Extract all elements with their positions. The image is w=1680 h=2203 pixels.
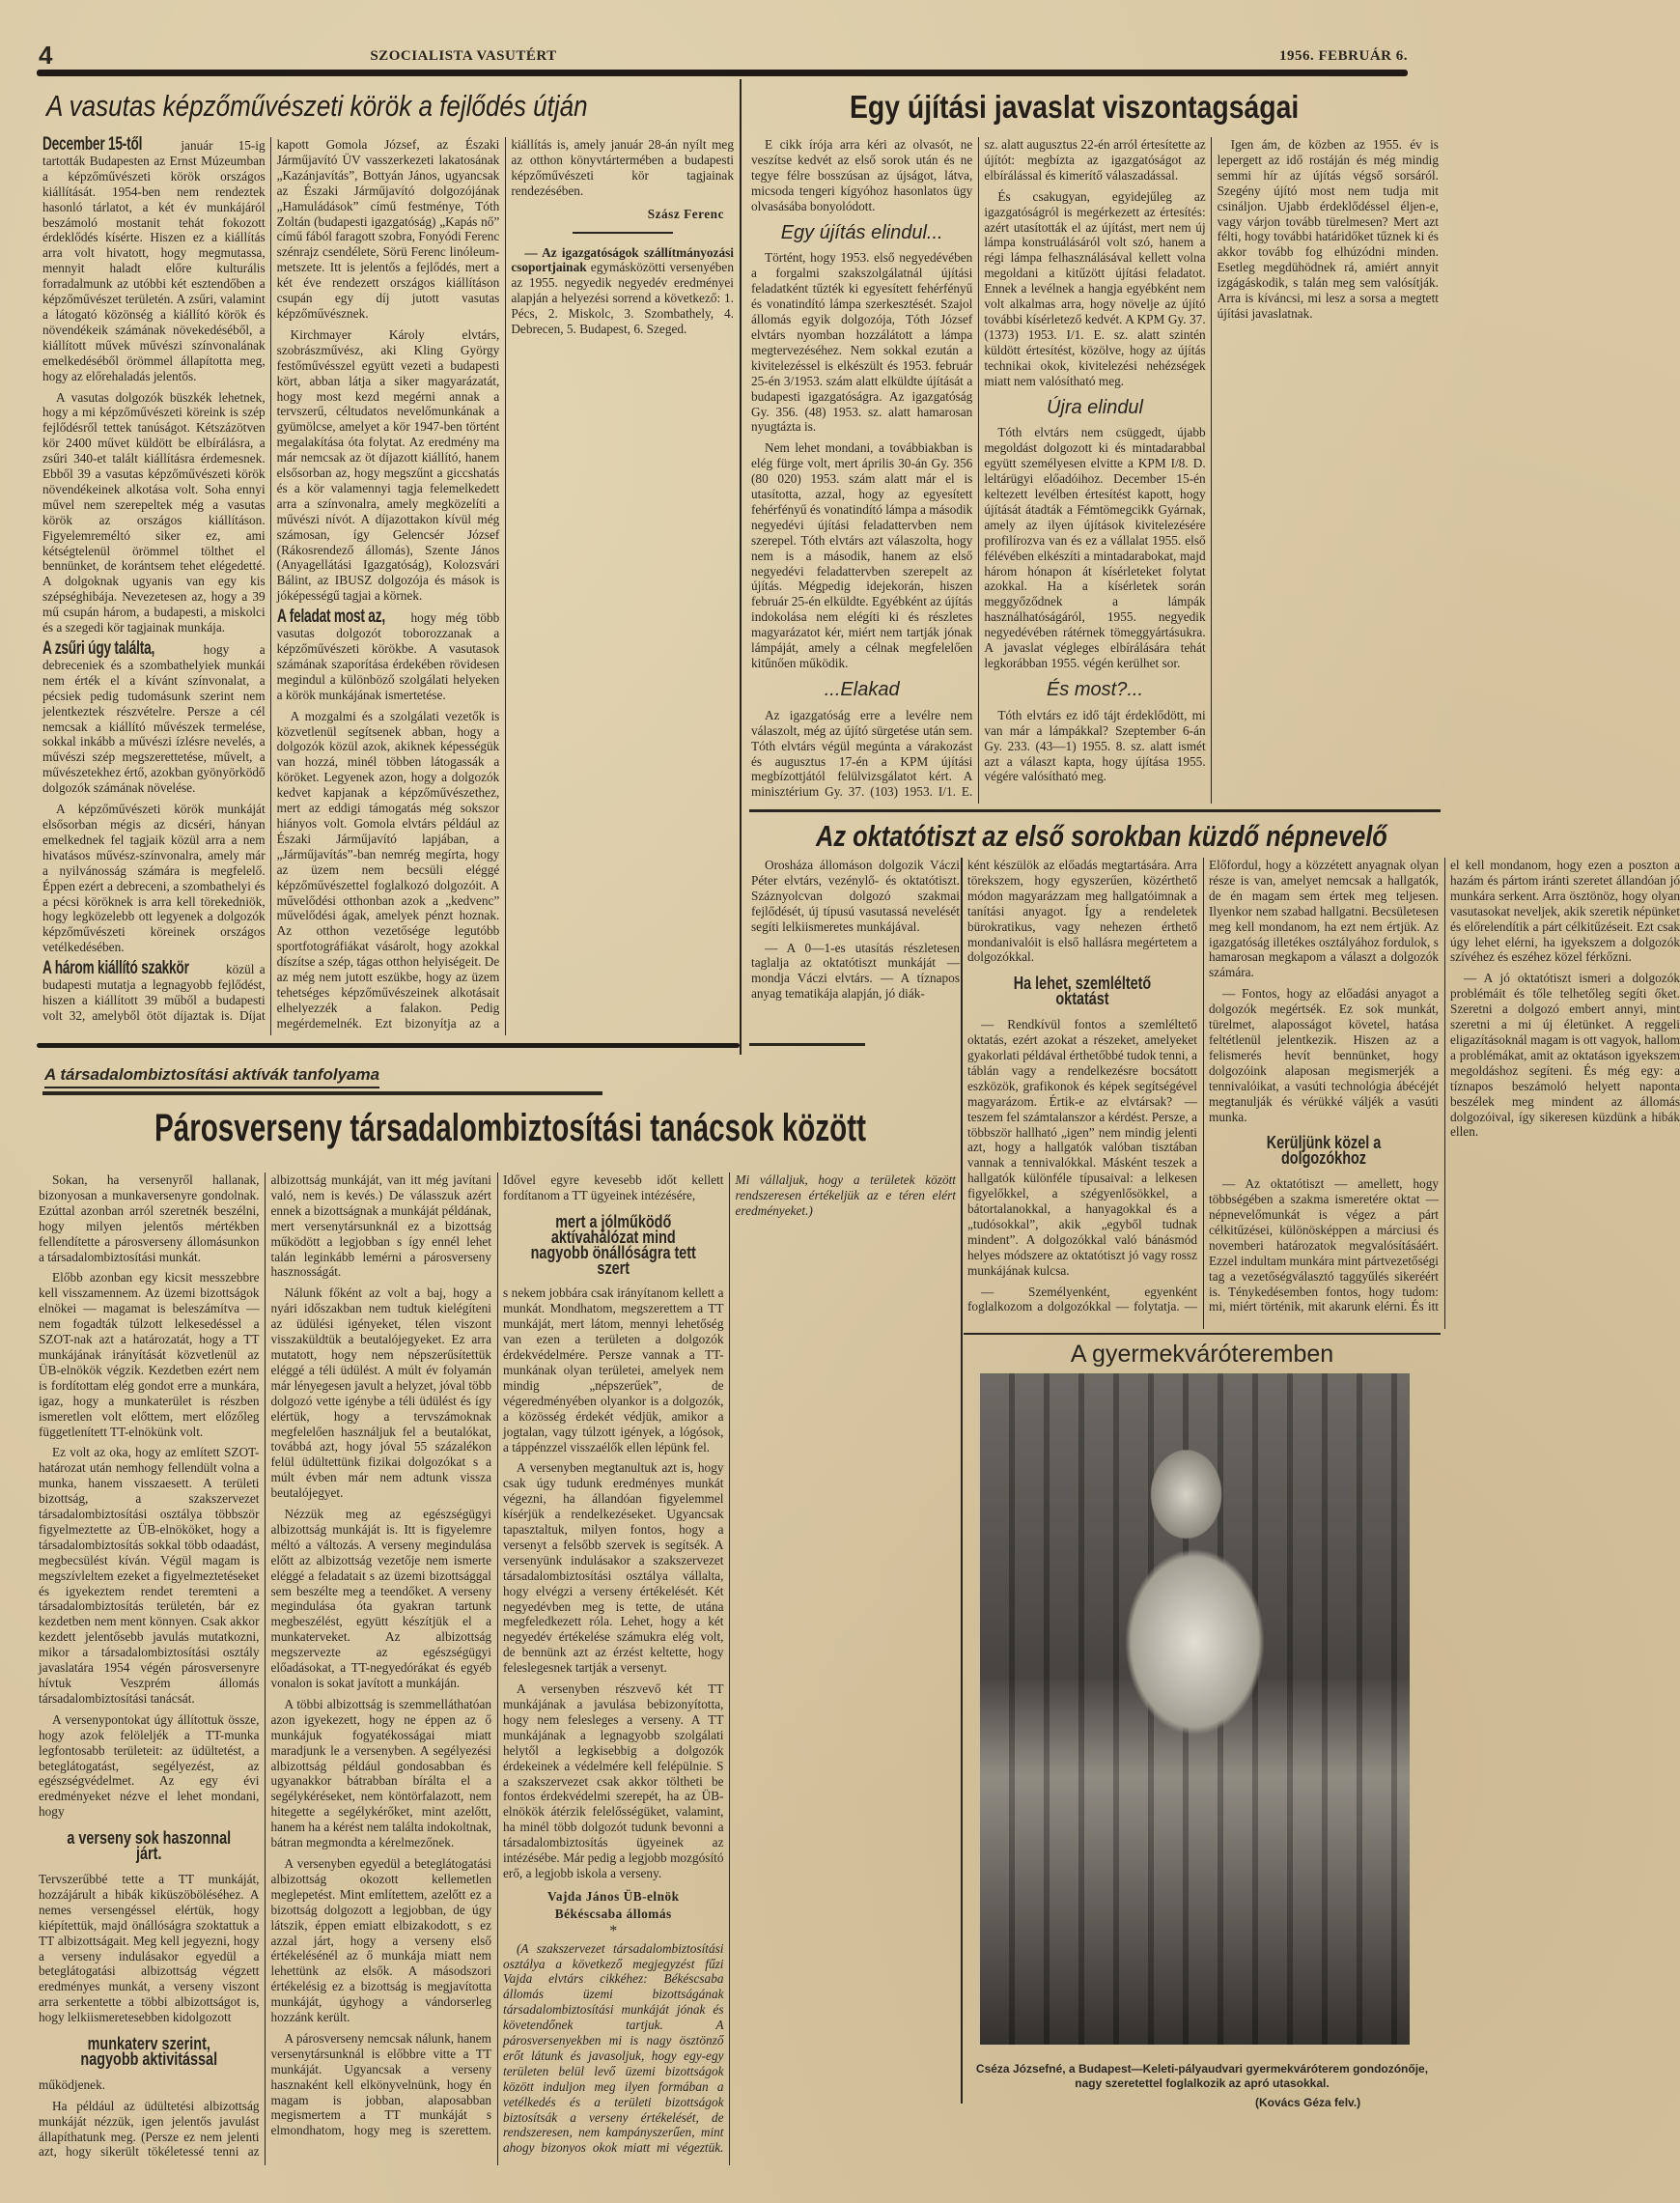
paragraph-text: hogy a debreceniek és a szombathelyiek munkái nem érték el a kívánt színvonalat, a pécsiek pedig tudomásunk szerint nem jelentkeztek részvételre. Persze a cél nemcsak a kiállító művészek termelése, sokkal inkább a művészi ízlésre nevelés, a művészi szép megszerettetése, művelt, a művészetekhez értő, azokban gyönyörködő dolgozók számának növelése. <box>42 642 266 796</box>
section-rule <box>42 1091 602 1095</box>
paragraph: Tóth elvtárs nem csüggedt, újabb megoldást dolgozott ki és mintadarabbal együtt személyesen elvitte a KPM I/8. D. leltárügyi előadóihoz. December 15-én keltezett levélben értesítést kapott, hogy újítását átadták a Fémtömegcikk Gyárnak, amely az ilyen újítások kivitelezésére profilírozva van és ez a vállalat 1955. első félévében elkészíti a mintadarabokat, majd három hónapon át kísérleteket folytat azokkal. Ha a kísérletek során meggyőződnek a lámpák használhatóságáról, 1955. negyedik negyedévében rátérnek tömeggyártásukra. A javaslat végleges elbírálására tehát legkorábban 1955. végén kerülhet sor. <box>984 425 1206 670</box>
photo-credit: (Kovács Géza felv.) <box>1255 2096 1361 2109</box>
article-body-pair-competition <box>39 1172 956 2165</box>
subheading: Újra elindul <box>1046 396 1144 418</box>
issue-date: 1956. FEBRUÁR 6. <box>1278 48 1408 64</box>
paragraph: Orosháza állomáson dolgozik Váczi Péter elvtárs, vezénylő- és oktatótiszt. Száznyolcvan dolgozó szakmai fejlődését, új típusú vasutassá nevelését segíti lelkiismeretes munkájával. <box>751 858 960 934</box>
paragraph: A versenypontokat úgy állítottuk össze, hogy azok felöleljék a TT-munka legfontosabb területeit: az üdültetést, a beteglátogatást, segélyezést, az egészségvédelmet. Az egy évi eredményeket nézve el lehet mondani, hogy <box>39 1711 260 1820</box>
news-brief <box>511 245 734 337</box>
paragraph: A versenyben megtanultuk azt is, hogy csak úgy tudunk eredményes munkát végezni, ha állandóan figyelemmel kísérjük a rendelkezéseket. Ugyancsak tapasztaltuk, milyen fontos, hogy a versenyt a felsőbb szervek is segítsék. A versenyünk indulásakor a szakszervezet társadalombiztosítási osztálya vállalta, hogy elvégzi a verseny értékelését. Két negyedévben meg is tette, de utána megfeledkezett róla. Lehet, hogy a két negyedév értékelése számukra elég volt, de bennünk azt az érzést keltette, hogy feleslegesnek tartják a versenyt. <box>503 1460 724 1676</box>
lead-paragraph <box>42 134 266 384</box>
subheading: a verseny sok haszonnal járt. <box>67 1828 232 1864</box>
paragraph: működjenek. <box>39 2076 106 2092</box>
byline: Vajda János ÜB-elnök <box>546 1888 680 1904</box>
photo-nursery-waiting-room <box>980 1373 1410 2045</box>
byline: Szász Ferenc <box>647 206 724 221</box>
paragraph: Ez volt az oka, hogy az említett SZOT-határozat után nemhogy fellendült volna a munka, hanem visszaesett. A területi bizottság, a szakszervezet társadalombiztosítási osztálya többször figyelmeztette az ÜB-elnököket, hogy a társadalombiztosítás sokkal több odaadást, megbecsülést kíván. Végül magam is megszívleltem ezeket a figyelmeztetéseket és igyekeztem rendet teremteni a társadalombiztosítás területén, bár ez kezdetben nem ment könnyen. Csak akkor kezdett jelentősebb javulás mutatkozni, mikor a társadalombiztosítási osztály javaslatára 1954 végén párosversenyre hívtuk Veszprém állomás társadalombiztosítási tanácsát. <box>39 1445 260 1706</box>
article-headline-pair-competition: Párosverseny társadalombiztosítási tanácsok között <box>154 1107 866 1149</box>
section-rule <box>749 1043 865 1046</box>
byline-location: Békéscsaba állomás <box>554 1906 672 1921</box>
paragraph: s nekem jobbára csak irányítanom kellett a munkát. Mondhatom, megszerettem a TT munkáját, mert látom, mennyi lehetőség van ezen a területen a dolgozók érdekvédelmére. Persze vannak a TT-munkának olyan területei, amelyek nem mindig „népszerűek”, de végeredményében olyankor is a dolgozók, a közösség érdekét védjük, amikor a jogtalan, vagy túlzott igények, a lógósok, a táppénzzel visszaélők ellen lépünk fel. <box>503 1285 724 1455</box>
paragraph: A párosverseny nemcsak nálunk, hanem versenytársunknál is előbbre vitte a TT munkáját. Ugyancsak a verseny hasznaként kell elkönyvelnünk, hogy én magam is jobban, alaposabban megismertem a TT munkáját s elmondhatom, hogy meg is szerettem. Idővel egyre kevesebb időt kellett fordítanom a TT ügyeinek intézésére, <box>270 1172 724 2138</box>
separator <box>573 232 673 234</box>
article-headline-instructor: Az oktatótiszt az első sorokban küzdő népnevelő <box>816 819 1387 853</box>
lead-paragraph <box>42 638 266 796</box>
section-rule <box>37 1043 740 1048</box>
run-in-heading: A zsűri úgy találta, <box>42 638 155 659</box>
brief-text: egymásközötti versenyében az 1955. negyedik negyedév eredményei alapján a helyezési sorrend a következő: 1. Pécs, 2. Miskolc, 3. Szombathely, 4. Debrecen, 5. Budapest, 6. Szeged. <box>511 260 734 337</box>
subheading: Egy újítás elindul... <box>780 221 943 243</box>
paragraph: A képzőművészeti körök munkáját elsősorban mégis az dicséri, hányan emelkednek fel tagjaik közül arra a nem hivatásos művész-színvonalra, amely már a nyilvánosság számára is megfelelő. Éppen ezért a debreceni, a szombathelyi és a pécsi köröknek is arra kell törekedniök, hogy legközelebb ott legyenek a dolgozók képzőművészeti köreinek országos vetélkedésében. <box>42 802 266 955</box>
article-body-instructor-col1 <box>751 858 960 1031</box>
newspaper-title: SZOCIALISTA VASUTÉRT <box>370 48 557 64</box>
paragraph: — A jó oktatótiszt ismeri a dolgozók problémáit és tőle telhetőleg segíti őket. Szeretni a dolgozó embert annyi, mint szeretni a mi új életünket. A reggeli eligazításoknál magam is ott vagyok, hallom a problémákat, amit az oktatáson igyekszem megoldáshoz segíteni. És még egy: a tíznapos beszámoló helyett naponta beszélek meg mindent az állomás dolgozóival, így sikeresen küzdünk a hibák ellen. <box>1450 971 1680 1140</box>
paragraph: Ha például az üdültetési albizottság munkáját nézzük, igen jelentős javulást állapíthatunk meg. (Persze ez nem jelenti azt, hogy sikerült tökéletessé tenni az albizottság munkáját, van itt még javítani való, nem is kevés.) De válasszuk azért ennek a bizottságnak a munkáját példának, mert versenytársunknál ez a bizottság működött a legjobban s így ennél lehet talán leginkább lemérni a párosverseny hasznosságát. <box>39 1172 491 2160</box>
paragraph-text: közül a budapesti mutatja a legnagyobb fejlődést, hiszen a kiállított 39 műből a budapesti volt 32, amelyből ötöt díjaztak is. Díjat kapott Gomola József, az Északi Járműjavító ÜV vasszerkezeti lakatosának „Kazánjavítás”, Bottyán János, ugyancsak az Északi Járműjavító dolgozójának „Hamuládások” című festménye, Tóth Zoltán (budapesti igazgatóság) „Kapás nő” című fából faragott szobra, Fonyódi Ferenc szénrajz csendélete, Sörü Ferenc linóleum-metszete. Itt is jelentős a fejlődés, mert a két éve rendezett országos kiállításon csupán egy díj jutott vasutas képzőművésznek. <box>42 137 500 1023</box>
subheading: mert a jólműködő aktívahálózat mind nagyobb önállóságra tett szert <box>530 1211 696 1278</box>
paragraph: Nézzük meg az egészségügyi albizottság munkáját is. Itt is figyelemre méltó a változás. A verseny megindulása előtt az albizottság vezetője nem ismerte eléggé a feladatait s az üzemi bizottsággal sem beszélte meg a teendőket. A verseny megindulása óta gyakran tartunk megbeszélést, együtt készítjük el a munkaterveket. Az albizottság megszervezte az egészségügyi előadásokat, a TT-negyedórákat és egyéb vonalon is sokat javított a munkáján. <box>270 1507 491 1690</box>
paragraph: Az igazgatóság erre a levélre nem válaszolt, még az újító sürgetése után sem. Tóth elvtárs végül megúnta a várakozást és augusztus 17-én a KPM újítási megbízottjától felülvizsgálatot kért. A minisztérium Gy. 37. (103) 1953. I/1. E. sz. alatt augusztus 22-én arról értesítette az újítót: megbízta az igazgatóságot az elbírálással és kimerítő válaszadással. <box>751 137 1206 800</box>
paragraph: Igen ám, de közben az 1955. év is lepergett az idő rostáján és még mindig semmi hír az újítás végső sorsáról. Szegény újító most nem tudja mit csináljon. Ujabb érdeklődéssel éljen-e, vagy várjon tovább türelmesen? Mert azt félti, hogy további határidőket tűznek ki és akkor tovább fog elhúzódni minden. Esetleg megdühödnek rá, amiért annyit izgágáskodik, s talán meg sem valósítják. Arra is kíváncsi, mi lesz a sorsa a megtett újítási javaslatnak. <box>1217 137 1439 321</box>
subheading: munkaterv szerint, nagyobb aktivitással <box>80 2034 218 2069</box>
paragraph: — Rendkívül fontos a szemléltető oktatás, ezért azokat a részeket, amelyeket gyakorlati példával érthetőbbé tudok tenni, a táblán vagy a rendelkezésre bocsátott eszközök, grafikonok és képek segítségével magyarázom. Értik-e az elvtársak? — teszem fel számtalanszor a kérdést. Persze, a többször hallható „igen” nem mindig jelenti azt, hogy a hallgatók valóban tisztában vannak a tennivalókkal. Másként teszek a hallgatók különféle típusaival: a lelkesen figyelőkkel, a szégyenlősökkel, a bátortalanokkal, a hanyagokkal és a „tudósokkal”, akik „egyből tudnak mindent”. A dolgozókkal való bánásmód helyes módszere az oktatótiszt jó vagy rossz munkájának kulcsa. <box>967 1017 1197 1278</box>
paragraph-text: január 15-ig tartották Budapesten az Ernst Múzeumban a képzőművészeti körök országos kiállítását. 1954-ben nem rendeztek hasonló tárlatot, a két év munkájáról beszámoló mostanit tehát fokozott érdeklődés kísérte. Hiszen ez a kiállítás arra volt hivatott, hogy megmutassa, mennyit haladt előre kulturális forradalmunk az utóbbi két esztendőben a képzőművészet területén. A zsűri, valamint a látogató közönség a kiállító körök és növendékeik számának növekedéséből, a kiállított művek művészi színvonalának emelkedéséből örömmel állapította meg, hogy az előrehaladás jelentős. <box>42 138 266 383</box>
paragraph: ként készülök az előadás megtartására. Arra törekszem, hogy egyszerűen, közérthető módon magyarázzam meg hallgatóimnak a tanítási anyagot. Így a rendeletek bürokratikus, vagy nehezen érthető mondanivalóit is első hallásra megértetem a dolgozókkal. <box>967 858 1197 965</box>
photo-title: A gyermekváróteremben <box>1070 1341 1334 1368</box>
paragraph: Sokan, ha versenyről hallanak, bizonyosan a munkaversenyre gondolnak. Ezúttal azonban arról szeretnék beszélni, hogy milyen jelentős mértékben fellendítette a párosverseny állomásunkon a társadalombiztosítási munkát. <box>39 1172 260 1264</box>
paragraph: Kirchmayer Károly elvtárs, szobrászművész, aki Kling György festőművésszel együtt vezeti a budapesti kört, abban látja a siker magyarázatát, hogy most kezd megérni annak a tervszerű, céltudatos nevelőmunkának a gyümölcse, amelyet a kör 1947-ben történt megalakítása óta folytat. Az eredmény ma már nemcsak az öt díjazott kiállító, hanem elsősorban az, hogy megszűnt a giccshatás és a kör valamennyi tagja felemelkedett arra a színvonalra, amely megközelíti a művészi nívót. A díjazottakon kívül még számosan, így Gelencsér József (Rákosrendező állomás), Szente János (Anyagellátási Igazgatóság), Kolozsvári Bálint, az IBUSZ dolgozója és mások is jóképességű tagjai a körnek. <box>276 326 500 604</box>
lead-paragraph <box>277 609 500 702</box>
run-in-heading: A feladat most az, <box>276 607 385 628</box>
paragraph: A mozgalmi és a szolgálati vezetők is közvetlenül segítsenek abban, hogy a dolgozók közül azok, akiknek képességük van hozzá, minél többen látogassák a köröket. Legyenek azon, hogy a dolgozók kedvet kapjanak a képzőművészethez, mert az eddigi támogatás még sokszor hiányos volt. Gomola elvtárs például az Északi Járműjavító lapjában, a „Járműjavítás”-ban nemrég megírta, hogy az üzem nem becsüli eléggé képzőművészettel foglalkozó dolgozóit. A művelődési otthonban azok a „kedvenc” művelődési ágak, amelyek pénzt hoznak. Az otthon vezetősége legutóbb sportfotográfiákat vásárolt, hogy azokkal díszítse a szép, tágas otthon helyiségeit. De az még nem jutott eszükbe, hogy az üzem tehetséges képzőművészeinek alkotásait elhelyezzék a falakon. Pedig megérdemelnék. Ezt bizonyítja az a kiállítás is, amely január 28-án nyílt meg az otthon könyvtártermében a budapesti képzőművészeti kör tagjainak rendezésében. <box>276 137 734 1031</box>
paragraph: A többi albizottság is szemmelláthatóan azon igyekezett, hogy ne éppen az ő munkájuk fogyatékosságai miatt maradjunk le a versenyben. A segélyezési albizottság például gondosabban és ugyanakkor bátrabban bírálta el a segélykéréseket, nem köntörfalazott, nem hitegette a segélykérőket, mint azelőtt, hanem ha a kérést nem találta indokoltnak, bátran megmondta a kérelmezőnek. <box>270 1696 491 1850</box>
paragraph: A versenyben egyedül a beteglátogatási albizottság okozott kellemetlen meglepetést. Mint említettem, azelőtt ez a bizottság dolgozott a legjobban, de úgy látszik, éppen emiatt elbizakodott, s ez azzal járt, hogy a verseny első értékelésénél az ő munkája miatt nem lehettünk az elsők. A másodszori értékelésig ez a bizottság is megjavította munkáját, úgyhogy a vándorserleg hozzánk került. <box>270 1855 491 2025</box>
editorial-note: (A szakszervezet társadalombiztosítási osztálya a következő megjegyzést fűzi Vajda elvtárs cikkéhez: Békéscsaba állomás üzemi bizottságának társadalombiztosítási munkáját jónak és követendőnek tartjuk. A párosversenyekben mi is nagy ösztönző erőt látunk és javasoljuk, hogy egy-egy területen belül levő üzemi bizottságok között induljon meg ilyen formában a vetélkedés és a területi bizottságok biztosítsák a verseny értékelését, de rendszeresen, nem kampányszerűen, mint ahogy bizonyos okok miatt mi végeztük. Mi vállaljuk, hogy a területek között rendszeresen értékeljük az e téren elért eredményeket.) <box>503 1172 956 2156</box>
column-divider <box>961 858 963 2104</box>
paragraph-text: hogy még több vasutas dolgozót toborozzanak a képzőművészeti körökbe. A vasutasok számának szaporítása érdekében rövidesen megindul a különböző szolgálati helyeken a körök munkájának ismertetése. <box>276 610 500 702</box>
paragraph: — Az oktatótiszt — amellett, hogy többségében a szakma ismeretére oktat — népnevelőmunkát is végez a párt célkitűzései, különösképpen a márciusi és novemberi határozatok megvalósításáért. Ezzel indultam munkára mint pártvezetőségi tag a vezetőségválasztó taggyűlés sikeréért is. Ténykedésemben fontos, hogy tudom: mi, miért történik, mit akarunk elérni. És itt el kell mondanom, hogy ezen a poszton a hazám és pártom iránti szeretet állandóan jó munkára serkent. Arra ösztönöz, hogy olyan vasutasokat neveljek, akik szeretik népünket és előrelendítik a párt célkitűzéseit. Ezt csak úgy lehet elérni, ha igyekszem a dolgozók szívéhez és eszéhez közel férkőzni. <box>1209 858 1680 1314</box>
paragraph: Nálunk főként az volt a baj, hogy a nyári időszakban nem tudtuk kielégíteni az üdülési igényeket, télen viszont visszaküldtük a beutalójegyeket. Ez arra mutatott, hogy nem népszerűsítettük eléggé a téli üdülést. A múlt év folyamán már lényegesen javult a helyzet, jóval több dolgozó vette igénybe a téli üdülést és így elértük, hogy a tervszámoknak megfelelően használjuk fel a beutalókat, továbbá azt, hogy jóval 55 százalékon felül üdültettünk fizikai dolgozókat s a múlt évben már nem adtunk vissza beutalójegyet. <box>270 1285 491 1501</box>
paragraph: — A 0—1-es utasítás részletesen taglalja az oktatótiszt munkáját — mondja Váczi elvtárs. — A tíznapos anyag tematikája alapján, jó diák- <box>751 940 960 1002</box>
article-body-instructor <box>967 858 1680 1329</box>
section-rule <box>964 1333 1441 1335</box>
brief-lead: — Az igazgatóságok szállítmányozási csoportjainak <box>511 244 734 275</box>
run-in-heading: December 15-től <box>42 134 143 155</box>
article-headline-innovation: Egy újítási javaslat viszontagságai <box>850 89 1300 125</box>
subheading: ...Elakad <box>824 678 900 700</box>
paragraph: Tóth elvtárs ez idő tájt érdeklődött, mi van már a lámpákkal? Szeptember 6-án Gy. 233. (43—1) 1955. 8. sz. alatt ismét azt a választ kapta, hogy újítása 1955. végére valósítható meg. <box>984 707 1206 784</box>
paragraph: Előbb azonban egy kicsit messzebbre kell visszamennem. Az üzemi bizottságok elnökei — magamat is beleszámítva — nem fogadták túlzott lelkesedéssel a SZOT-nak azt a határozatát, hogy a TT munkájának irányítását közvetlenül az ÜB-elnökök végzik. Kezdetben ezért nem is fordítottam elég gondot erre a munkára, igaz, hogy a munkaterület is részben ismeretlen volt előttem, mert előzőleg függetlenített TT-elnökünk volt. <box>39 1270 260 1439</box>
section-label: A társadalombiztosítási aktívák tanfolyama <box>44 1065 379 1088</box>
photo-caption: Cséza Józsefné, a Budapest—Keleti-pályaudvari gyermekváróterem gondozónője, nagy szeretettel foglalkozik az apró utasokkal. <box>975 2062 1429 2090</box>
run-in-heading: A három kiállító szakkör <box>42 958 189 979</box>
article-body-art-circles <box>42 134 734 1035</box>
separator-star: * <box>609 1922 618 1939</box>
masthead-rule <box>37 70 1408 76</box>
paragraph: Nem lehet mondani, a továbbiakban is elég fürge volt, mert április 30-án Gy. 356 (80 020) 1953. szám alatt már el is utasította, azzal, hogy az egyesített fehérfényű és vonatindító lámpa a második negyedévi újítási feladattervben nem szerepel. Tóth elvtárs azt válaszolta, hogy nem is a második, hanem az első negyedévi feladattervben szerepelt az újítás. Mégpedig idejekorán, hiszen február 25-én elküldte. Egyébként az újítás indokolása nem elégíti ki és részletes magyarázatot kér, miért nem tartják jónak lámpáját, amely a célnak megfelelően kitűnően működik. <box>751 440 973 670</box>
paragraph: E cikk írója arra kéri az olvasót, ne veszítse kedvét az első sorok után és ne tegye félre bosszúsan az újságot, látva, micsoda tengeri kígyóhoz hasonlatos ügy olvasásába bonyolódott. <box>751 137 973 213</box>
section-rule <box>749 809 1441 812</box>
paragraph: — Fontos, hogy az előadási anyagot a dolgozók megértsék. Ez sok munkát, türelmet, alaposságot követel, hatása feltétlenül jelentkezik. Hiszen az a felismerés hevít bennünket, hogy dolgozóink alaposan megismerjék a tennivalóikat, a vasúti technológia ábécéjét megtanulják és vérükké váljék a vasúti munka. <box>1209 986 1439 1124</box>
page-number: 4 <box>39 41 53 70</box>
subheading: És most?... <box>1046 678 1143 700</box>
subheading: Kerüljünk közel a dolgozókhoz <box>1266 1133 1382 1169</box>
paragraph: A versenyben részvevő két TT munkájának a javulása bebizonyította, hogy nem felesleges a verseny. A TT munkájának a legnagyobb szolgálati helytől a legkisebbig a dolgozók érdekeinek a védelmére kell felépülnie. S a szakszervezet csak akkor töltheti be fontos érdekvédelmi szerepét, ha az ÜB-elnökök átérzik felelősségüket, valamint, ha minél több dolgozót tudunk bevonni a társadalombiztosítás ügyeinek az intézésébe. Már pedig a legjobb mozgósító erő, a legjobb iskola a verseny. <box>503 1681 724 1880</box>
article-headline-art-circles: A vasutas képzőművészeti körök a fejlődés útján <box>46 89 588 123</box>
paragraph: És csakugyan, egyidejűleg az igazgatóságról is megérkezett az értesítés: azért utasították el az újítást, mert nem új lámpa konstruálásáról volt szó, hanem a régi lámpa felhasználásával kellett volna megoldani a kitűzött újítási feladatot. Ennek a levélnek a hangja egyébként nem volt alkalmas arra, hogy növelje az újító további kísérletező kedvét. A KPM Gy. 37. (1373) 1953. I/1. E. sz. alatt szintén küldött értesítést, közölve, hogy az újítás technikai okok, kivitelezési nehézségek miatt nem valósítható meg. <box>984 188 1206 388</box>
subheading: Ha lehet, szemléltető oktatást <box>1013 974 1152 1009</box>
paragraph: Tervszerűbbé tette a TT munkáját, hozzájárult a hibák kiküszöböléséhez. A nemes versengéssel elértük, hogy kiépítettük, majd önállóságra szoktattuk a TT albizottságait. Meg kell jegyezni, hogy a verseny indulásakor egyedül a beteglátogatási albizottság végzett eredményes munkát, a verseny viszont arra serkentette a többi albizottságot is, hogy lelkiismeretesebben kidolgozott <box>39 1871 260 2025</box>
paragraph: A vasutas dolgozók büszkék lehetnek, hogy a mi képzőművészeti köreink is szép fejlődésről tettek tanúságot. Kétszázötven kör 2400 művet küldött be elbírálásra, a zsűri 340-et talált kiállításra érdemesnek. Ebből 39 a vasutas képzőművészeti körök növendékeinek alkotása volt. Soha ennyi művel nem szerepeltek még a vasutas körök az országos kiállításon. Figyelemreméltó siker ez, ami kétségtelenül örömmel tölthet el bennünket, de korántsem tehet elégedetté. A dolgoknak ugyanis van egy kis szépséghibája. Nevezetesen az, hogy a 39 mű csupán három, a budapesti, a miskolci és a szegedi kör tagjainak munkája. <box>42 389 266 635</box>
article-body-innovation <box>751 137 1439 804</box>
column-divider <box>740 79 742 1055</box>
paragraph: Történt, hogy 1953. első negyedévében a forgalmi szakszolgálatnál újítási feladatként tűzték ki egyesített fehérfényű és vonatindító lámpa szerkesztését. Szajol állomás egyik dolgozója, Tóth József elvtárs nyomban hozzálátott a lámpa megtervezéséhez. Nem sokkal ezután a kivitelezéssel is elkészült és 1953. február 25-én 3/1953. szám alatt elküldte újítását a budapesti igazgatóságra. Az igazgatóság Gy. 356. (48) 1953. sz. alatt hamarosan nyugtázta is. <box>751 250 973 435</box>
paragraph: — Személyenként, egyenként foglalkozom a dolgozókkal — folytatja. — Előfordul, hogy a közzétett anyagnak olyan része is van, amelyet nemcsak a hallgatók, de én magam sem értek meg teljesen. Ilyenkor nem szabad hallgatni. Becsületesen meg kell mondanom, ha ezt nem értjük. Az igazgatóság illetékes osztályához fordulok, s hamarosan megkapom a választ a dolgozók számára. <box>967 858 1439 1314</box>
